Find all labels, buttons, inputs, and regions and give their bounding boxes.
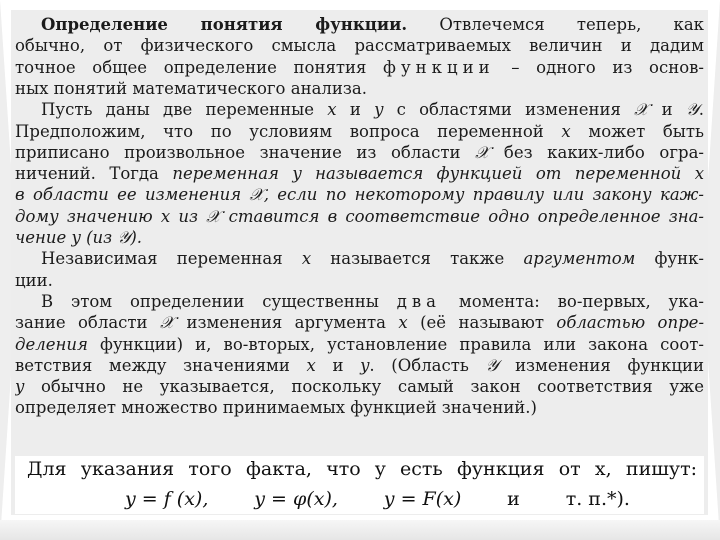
scanned-text-block bbox=[15, 14, 704, 454]
text-segment: дому значению x из 𝒳 ставится в соответствие одно определенное зна- bbox=[15, 206, 704, 226]
text-segment: изменения аргумента bbox=[174, 313, 399, 333]
slide-footer bbox=[15, 456, 704, 514]
text-segment: ции. bbox=[15, 270, 53, 290]
text-segment: 𝒳 bbox=[475, 142, 490, 162]
text-segment: y bbox=[15, 377, 25, 397]
text-line bbox=[15, 270, 704, 291]
text-line bbox=[15, 78, 704, 99]
text-line bbox=[15, 227, 704, 248]
text-segment: функ- bbox=[635, 249, 704, 269]
text-segment: аргументом bbox=[523, 249, 636, 269]
text-segment: деления bbox=[15, 334, 88, 354]
text-segment: В этом определении существенны bbox=[41, 291, 397, 311]
text-segment: – одного из основ- bbox=[494, 57, 704, 77]
text-segment: в области ее изменения 𝒳, если по некоторому правилу или закону каж- bbox=[15, 185, 704, 205]
formula-row bbox=[125, 486, 630, 512]
text-segment: ничений. Тогда bbox=[15, 164, 173, 184]
text-segment: момента: во-первых, ука- bbox=[441, 291, 704, 311]
background-bottom-band bbox=[0, 520, 720, 540]
scanned-page bbox=[11, 10, 708, 515]
text-segment: два bbox=[396, 291, 442, 311]
text-segment: y bbox=[360, 355, 370, 375]
text-segment: . (Область bbox=[369, 355, 486, 375]
text-segment: x bbox=[561, 121, 571, 141]
formula-f: y = f (x), bbox=[125, 488, 209, 510]
text-segment: функции bbox=[383, 57, 495, 77]
text-segment: обычно не указывается, поскольку самый закон соответствия уже bbox=[24, 377, 704, 397]
text-line bbox=[41, 14, 704, 35]
text-line bbox=[41, 291, 704, 312]
text-line bbox=[15, 35, 704, 56]
text-line bbox=[15, 121, 704, 142]
text-segment: зание области bbox=[15, 313, 160, 333]
text-line bbox=[15, 355, 704, 376]
text-segment: 𝒳 bbox=[634, 100, 649, 120]
text-segment: 𝒳 bbox=[159, 313, 175, 333]
text-segment: Отвлечемся теперь, как bbox=[407, 15, 704, 34]
footer-sentence: Для указания того факта, что y есть функция от x, пишут: bbox=[27, 458, 697, 480]
text-segment: ных понятий математического анализа. bbox=[15, 78, 367, 98]
text-segment: и bbox=[648, 100, 686, 120]
text-segment: функции) и, во-вторых, установление правила или закона соот- bbox=[87, 334, 704, 354]
formula-etc: т. п.*). bbox=[565, 488, 630, 510]
text-line bbox=[15, 397, 704, 418]
text-segment: Предположим, что по условиям вопроса переменной bbox=[15, 121, 562, 141]
text-segment: Пусть даны две переменные bbox=[41, 100, 328, 120]
text-segment: (её называют bbox=[407, 313, 557, 333]
text-segment: 𝒴 bbox=[685, 100, 699, 120]
text-line bbox=[15, 334, 704, 355]
text-segment: точное общее определение понятия bbox=[15, 57, 384, 77]
text-segment: без каких-либо огра- bbox=[489, 142, 704, 162]
text-line bbox=[41, 99, 704, 120]
text-segment: y bbox=[374, 100, 384, 120]
formula-and: и bbox=[507, 488, 520, 510]
text-segment: чение y (из 𝒴). bbox=[15, 228, 143, 247]
text-segment: и bbox=[315, 355, 361, 375]
text-line bbox=[15, 312, 704, 333]
text-segment: переменная y называется функцией от переменной x bbox=[172, 164, 704, 184]
text-line bbox=[15, 163, 704, 184]
text-segment: с областями изменения bbox=[383, 100, 635, 120]
text-line bbox=[15, 57, 704, 78]
text-segment: x bbox=[301, 249, 312, 269]
text-segment: Независимая переменная bbox=[41, 249, 302, 269]
text-segment: ветствия между значениями bbox=[15, 355, 307, 375]
formula-phi: y = φ(x), bbox=[254, 488, 338, 510]
text-segment: . bbox=[698, 100, 704, 120]
text-line bbox=[15, 142, 704, 163]
text-segment: может быть bbox=[570, 121, 704, 141]
text-line bbox=[15, 206, 704, 227]
text-segment: областью опре- bbox=[556, 313, 704, 333]
text-segment: изменения функции bbox=[498, 355, 704, 375]
text-segment: x bbox=[398, 313, 408, 333]
formula-F: y = F(x) bbox=[383, 488, 462, 510]
text-segment: и bbox=[336, 100, 375, 120]
text-line bbox=[15, 376, 704, 397]
text-segment: определяет множество принимаемых функцией значений.) bbox=[15, 398, 537, 418]
text-line bbox=[41, 248, 704, 269]
text-segment: приписано произвольное значение из области bbox=[15, 142, 476, 162]
text-segment: x bbox=[327, 100, 337, 120]
text-segment: 𝒴 bbox=[485, 355, 499, 375]
text-line bbox=[15, 184, 704, 205]
text-segment: называется также bbox=[311, 249, 524, 269]
text-segment: Определение понятия функции. bbox=[41, 15, 408, 34]
text-segment: x bbox=[306, 355, 316, 375]
text-segment: обычно, от физического смысла рассматриваемых величин и дадим bbox=[15, 36, 704, 56]
